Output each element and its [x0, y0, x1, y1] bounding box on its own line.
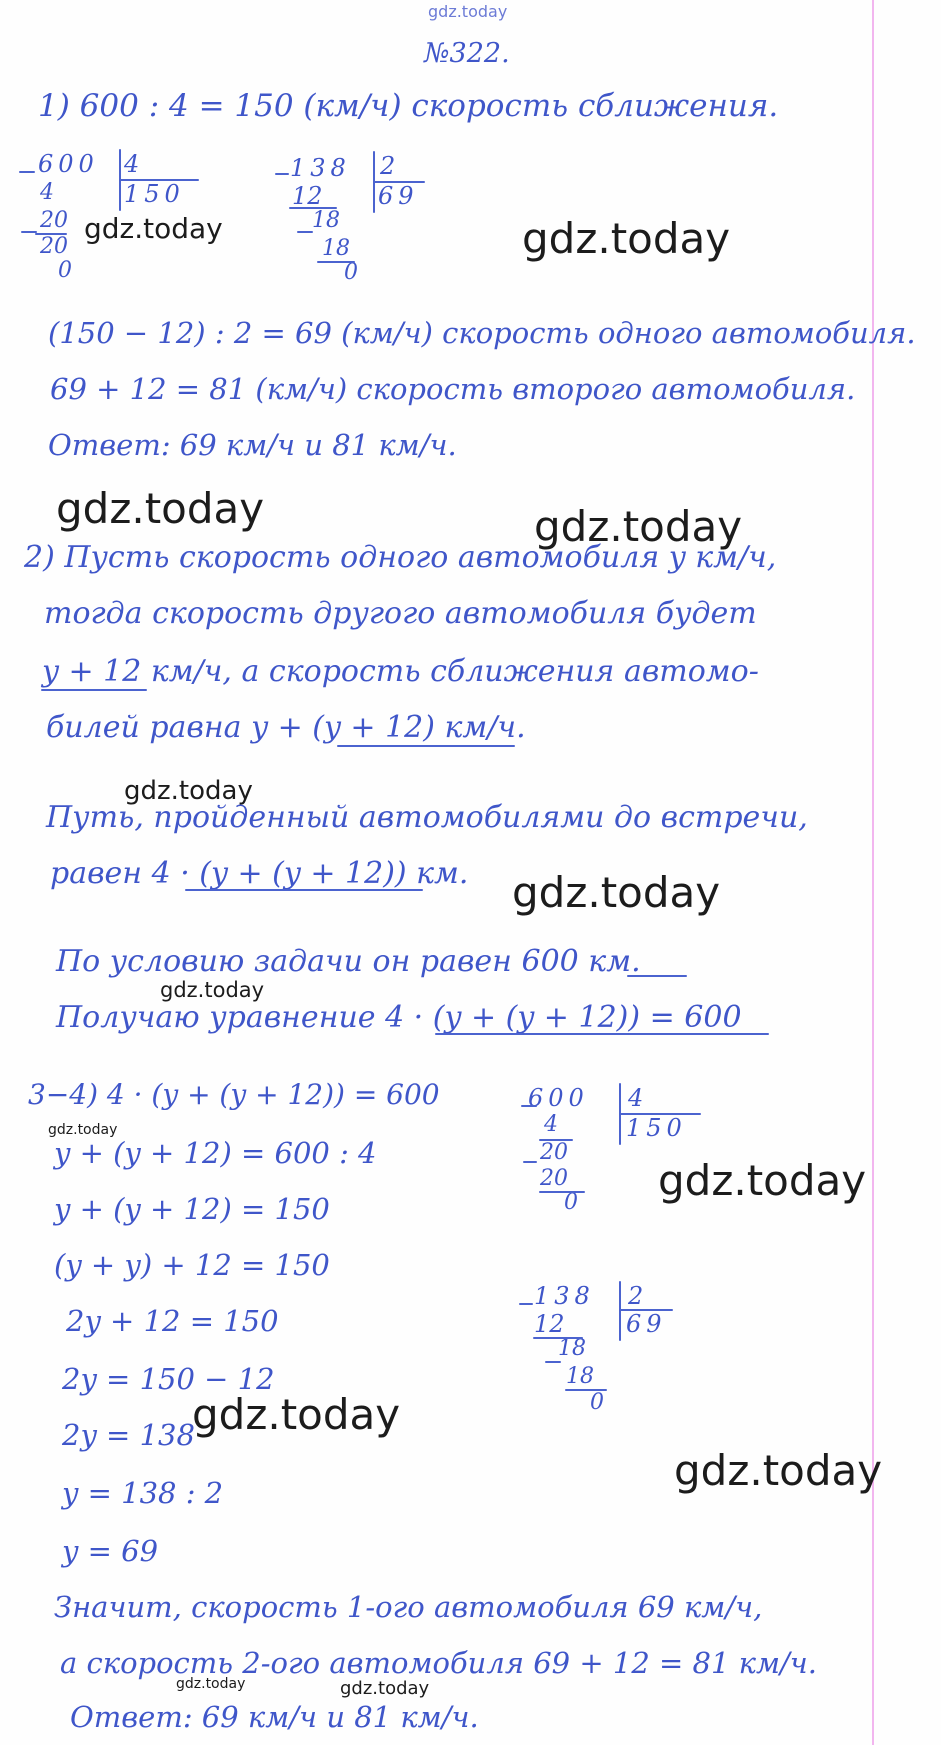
- part3-l7: 2y = 138: [62, 1418, 195, 1452]
- watermark: gdz.today: [48, 1122, 118, 1138]
- watermark: gdz.today: [124, 776, 253, 806]
- part1-line2: (150 − 12) : 2 = 69 (км/ч) скорость одного автомобиля.: [48, 316, 916, 350]
- watermark: gdz.today: [84, 212, 223, 245]
- p3-div2-dividend: 138: [534, 1282, 595, 1310]
- p3-div2-step2-sub: 18: [566, 1364, 594, 1389]
- p3-div1-step1-sub: 4: [544, 1112, 558, 1137]
- div2-remainder: 0: [344, 260, 358, 285]
- part1-line1: 1) 600 : 4 = 150 (км/ч) скорость сближения.: [38, 88, 779, 124]
- p3-div2-divisor: 2: [628, 1282, 644, 1310]
- part3-conclusion1: Значит, скорость 1-ого автомобиля 69 км/ч,: [54, 1590, 763, 1624]
- div1-step2-sub: 20: [40, 234, 68, 259]
- div2-step1-sub: 12: [292, 182, 323, 210]
- div1-divisor: 4: [124, 150, 140, 178]
- watermark: gdz.today: [56, 484, 265, 533]
- div2-dividend: 138: [290, 154, 351, 182]
- div2-quotient: 69: [378, 182, 419, 210]
- part2-l1: 2) Пусть скорость одного автомобиля y км/ч,: [24, 540, 777, 575]
- watermark: gdz.today: [658, 1156, 867, 1205]
- div1-quotient: 150: [124, 180, 185, 208]
- div2-step2-sub: 18: [322, 236, 350, 261]
- watermark: gdz.today: [674, 1446, 883, 1495]
- part3-l5: 2y + 12 = 150: [66, 1304, 279, 1338]
- div1-remainder: 0: [58, 258, 72, 283]
- part2-l5: Путь, пройденный автомобилями до встречи,: [46, 800, 808, 835]
- site-header: gdz.today: [428, 2, 508, 21]
- part1-answer: Ответ: 69 км/ч и 81 км/ч.: [48, 428, 457, 462]
- part2-l7: По условию задачи он равен 600 км.: [56, 944, 641, 979]
- part2-l8: Получаю уравнение 4 · (y + (y + 12)) = 600: [56, 1000, 742, 1035]
- watermark: gdz.today: [534, 502, 743, 551]
- part3-l1: 3−4) 4 · (y + (y + 12)) = 600: [28, 1078, 440, 1111]
- p3-div2-step1-sub: 12: [534, 1310, 565, 1338]
- p3-div1-remainder: 0: [564, 1190, 578, 1215]
- p3-div2-step1-rem: 18: [558, 1336, 586, 1361]
- div2-step1-rem: 18: [312, 208, 340, 233]
- p3-div1-quotient: 150: [626, 1114, 687, 1142]
- div1-step1-rem: 20: [40, 208, 68, 233]
- part2-l6: равен 4 · (y + (y + 12)) км.: [50, 856, 469, 891]
- part3-l3: y + (y + 12) = 150: [54, 1192, 330, 1226]
- div1-dividend: 600: [38, 150, 99, 178]
- p3-div2-quotient: 69: [626, 1310, 667, 1338]
- p3-div1-divisor: 4: [628, 1084, 644, 1112]
- p3-div1-step1-rem: 20: [540, 1140, 568, 1165]
- part3-answer: Ответ: 69 км/ч и 81 км/ч.: [70, 1700, 479, 1734]
- div2-divisor: 2: [380, 152, 396, 180]
- part3-l4: (y + y) + 12 = 150: [54, 1248, 330, 1282]
- part3-l9: y = 69: [62, 1534, 159, 1568]
- part3-l6: 2y = 150 − 12: [62, 1362, 275, 1396]
- watermark: gdz.today: [176, 1676, 246, 1692]
- watermark: gdz.today: [340, 1678, 430, 1699]
- watermark: gdz.today: [522, 214, 731, 263]
- p3-div2-remainder: 0: [590, 1390, 604, 1415]
- part3-l8: y = 138 : 2: [62, 1476, 224, 1510]
- problem-number: №322.: [424, 38, 510, 69]
- watermark: gdz.today: [160, 978, 265, 1002]
- watermark: gdz.today: [512, 868, 721, 917]
- part2-l4: билей равна y + (y + 12) км/ч.: [46, 710, 526, 745]
- p3-div1-dividend: 600: [528, 1084, 589, 1112]
- part3-conclusion2: а скорость 2-ого автомобиля 69 + 12 = 81 км/ч.: [60, 1646, 818, 1680]
- part3-l2: y + (y + 12) = 600 : 4: [54, 1136, 377, 1170]
- watermark: gdz.today: [192, 1390, 401, 1439]
- part1-line3: 69 + 12 = 81 (км/ч) скорость второго автомобиля.: [50, 372, 856, 406]
- part2-l2: тогда скорость другого автомобиля будет: [44, 596, 757, 631]
- p3-div1-step2-sub: 20: [540, 1166, 568, 1191]
- part2-l3: y + 12 км/ч, а скорость сближения автомо-: [42, 654, 759, 689]
- div1-step1-sub: 4: [40, 180, 54, 205]
